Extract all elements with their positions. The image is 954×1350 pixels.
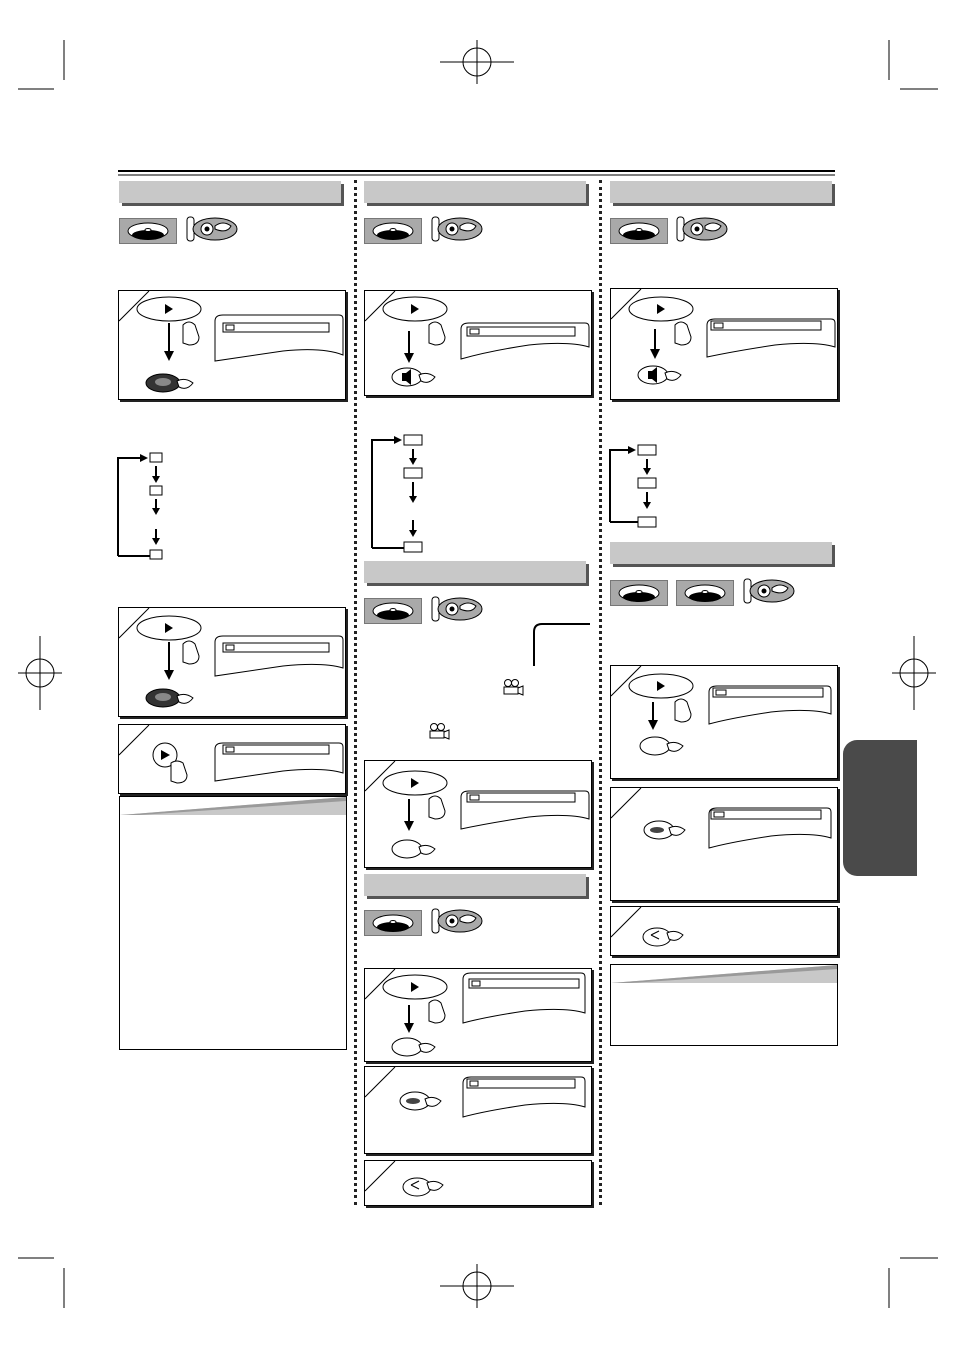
- dvd-disc-icon: [364, 910, 422, 936]
- step-box-col2-angle: [364, 760, 592, 868]
- section-header-col2-angle: [364, 561, 586, 583]
- return-button-icon: [403, 1178, 431, 1196]
- dvd-disc-icon: [676, 580, 734, 606]
- column-separator-right: [599, 180, 602, 1205]
- step-box-col1-2: [118, 607, 346, 717]
- audio-sequence-diagram: [368, 430, 438, 554]
- note-box-col3: [610, 964, 838, 1046]
- dvd-disc-icon: [364, 218, 422, 244]
- side-section-tab: [843, 740, 917, 876]
- camera-angle-icon: [502, 678, 524, 696]
- section-header-col2-subtitle: [364, 874, 586, 896]
- step-box-col3-second-1: [610, 665, 838, 779]
- dvd-disc-icon: [119, 218, 177, 244]
- step-box-col3-audio: [610, 288, 838, 400]
- remote-control-icon: [742, 576, 798, 606]
- dvd-disc-icon: [364, 598, 422, 624]
- column-separator-left: [354, 180, 357, 1205]
- step-box-col2-audio: [364, 290, 592, 396]
- remote-control-icon: [430, 214, 486, 244]
- remote-control-icon: [185, 214, 241, 244]
- step-box-col2-subtitle-3: [364, 1160, 592, 1206]
- dvd-disc-icon: [610, 218, 668, 244]
- section-header-col2-audio: [364, 181, 586, 203]
- section-header-col3-second: [610, 542, 832, 564]
- camera-angle-icon: [428, 722, 450, 740]
- note-box-col1: [119, 796, 347, 1050]
- section-header-col3-audio: [610, 181, 832, 203]
- remote-control-icon: [430, 594, 486, 624]
- step-box-col1-1: [118, 290, 346, 400]
- step-box-col2-subtitle-1: [364, 968, 592, 1062]
- section-header-col1: [119, 181, 341, 203]
- remote-control-icon: [430, 906, 486, 936]
- step-box-col3-second-2: [610, 787, 838, 901]
- remote-control-icon: [675, 214, 731, 244]
- dvd-disc-icon: [610, 580, 668, 606]
- audio-sequence-diagram-col3: [606, 440, 666, 530]
- step-box-col1-3: [118, 724, 346, 794]
- pointing-hand-icon: [183, 322, 199, 345]
- angle-note-bracket: [528, 622, 592, 668]
- sequence-diagram-col1: [112, 450, 182, 562]
- step-box-col2-subtitle-2: [364, 1066, 592, 1154]
- step-box-col3-second-3: [610, 906, 838, 956]
- return-button-icon: [643, 928, 671, 946]
